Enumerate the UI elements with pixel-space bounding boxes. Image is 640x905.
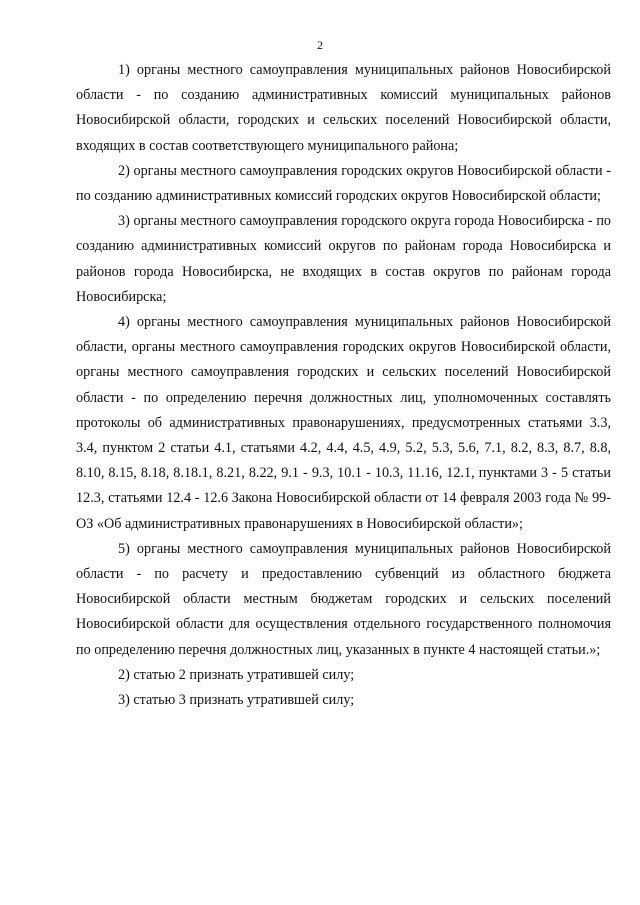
- paragraph-item-5: 5) органы местного самоуправления муниципальных районов Новосибирской области - по расчету и предоставлению субвенций из областного бюджета Новосибирской области местным бюджетам городских и сельских поселений Новосибирской области для осуществления отдельного государственного полномочия по определению перечня должностных лиц, указанных в пункте 4 настоящей статьи.»;: [76, 540, 611, 658]
- paragraph-article-3: 3) статью 3 признать утратившей силу;: [118, 692, 355, 709]
- paragraph-item-3: 3) органы местного самоуправления городского округа города Новосибирска - по созданию административных комиссий округов по районам города Новосибирска и районов города Новосибирска, не входящих в состав округов по районам города Новосибирска;: [76, 213, 611, 305]
- paragraph-item-2: 2) органы местного самоуправления городских округов Новосибирской области - по созданию административных комиссий городских округов Новосибирской области;: [76, 162, 611, 205]
- document-body: [76, 58, 611, 713]
- paragraph-article-2: 2) статью 2 признать утратившей силу;: [118, 666, 355, 683]
- page-number: 2: [317, 38, 323, 52]
- paragraph-item-1: 1) органы местного самоуправления муниципальных районов Новосибирской области - по созданию административных комиссий муниципальных районов Новосибирской области, городских и сельских поселений Новосибирской области, входящих в состав соответствующего муниципального района;: [76, 62, 611, 154]
- paragraph-item-4: 4) органы местного самоуправления муниципальных районов Новосибирской области, органы местного самоуправления городских округов Новосибирской области, органы местного самоуправления городских и сельских поселений Новосибирской области - по определению перечня должностных лиц, уполномоченных составлять протоколы об административных правонарушениях, предусмотренных статьями 3.3, 3.4, пунктом 2 статьи 4.1, статьями 4.2, 4.4, 4.5, 4.9, 5.2, 5.3, 5.6, 7.1, 8.2, 8.3, 8.7, 8.8, 8.10, 8.15, 8.18, 8.18.1, 8.21, 8.22, 9.1 - 9.3, 10.1 - 10.3, 11.16, 12.1, пунктами 3 - 5 статьи 12.3, статьями 12.4 - 12.6 Закона Новосибирской области от 14 февраля 2003 года № 99-ОЗ «Об административных правонарушениях в Новосибирской области»;: [76, 314, 611, 532]
